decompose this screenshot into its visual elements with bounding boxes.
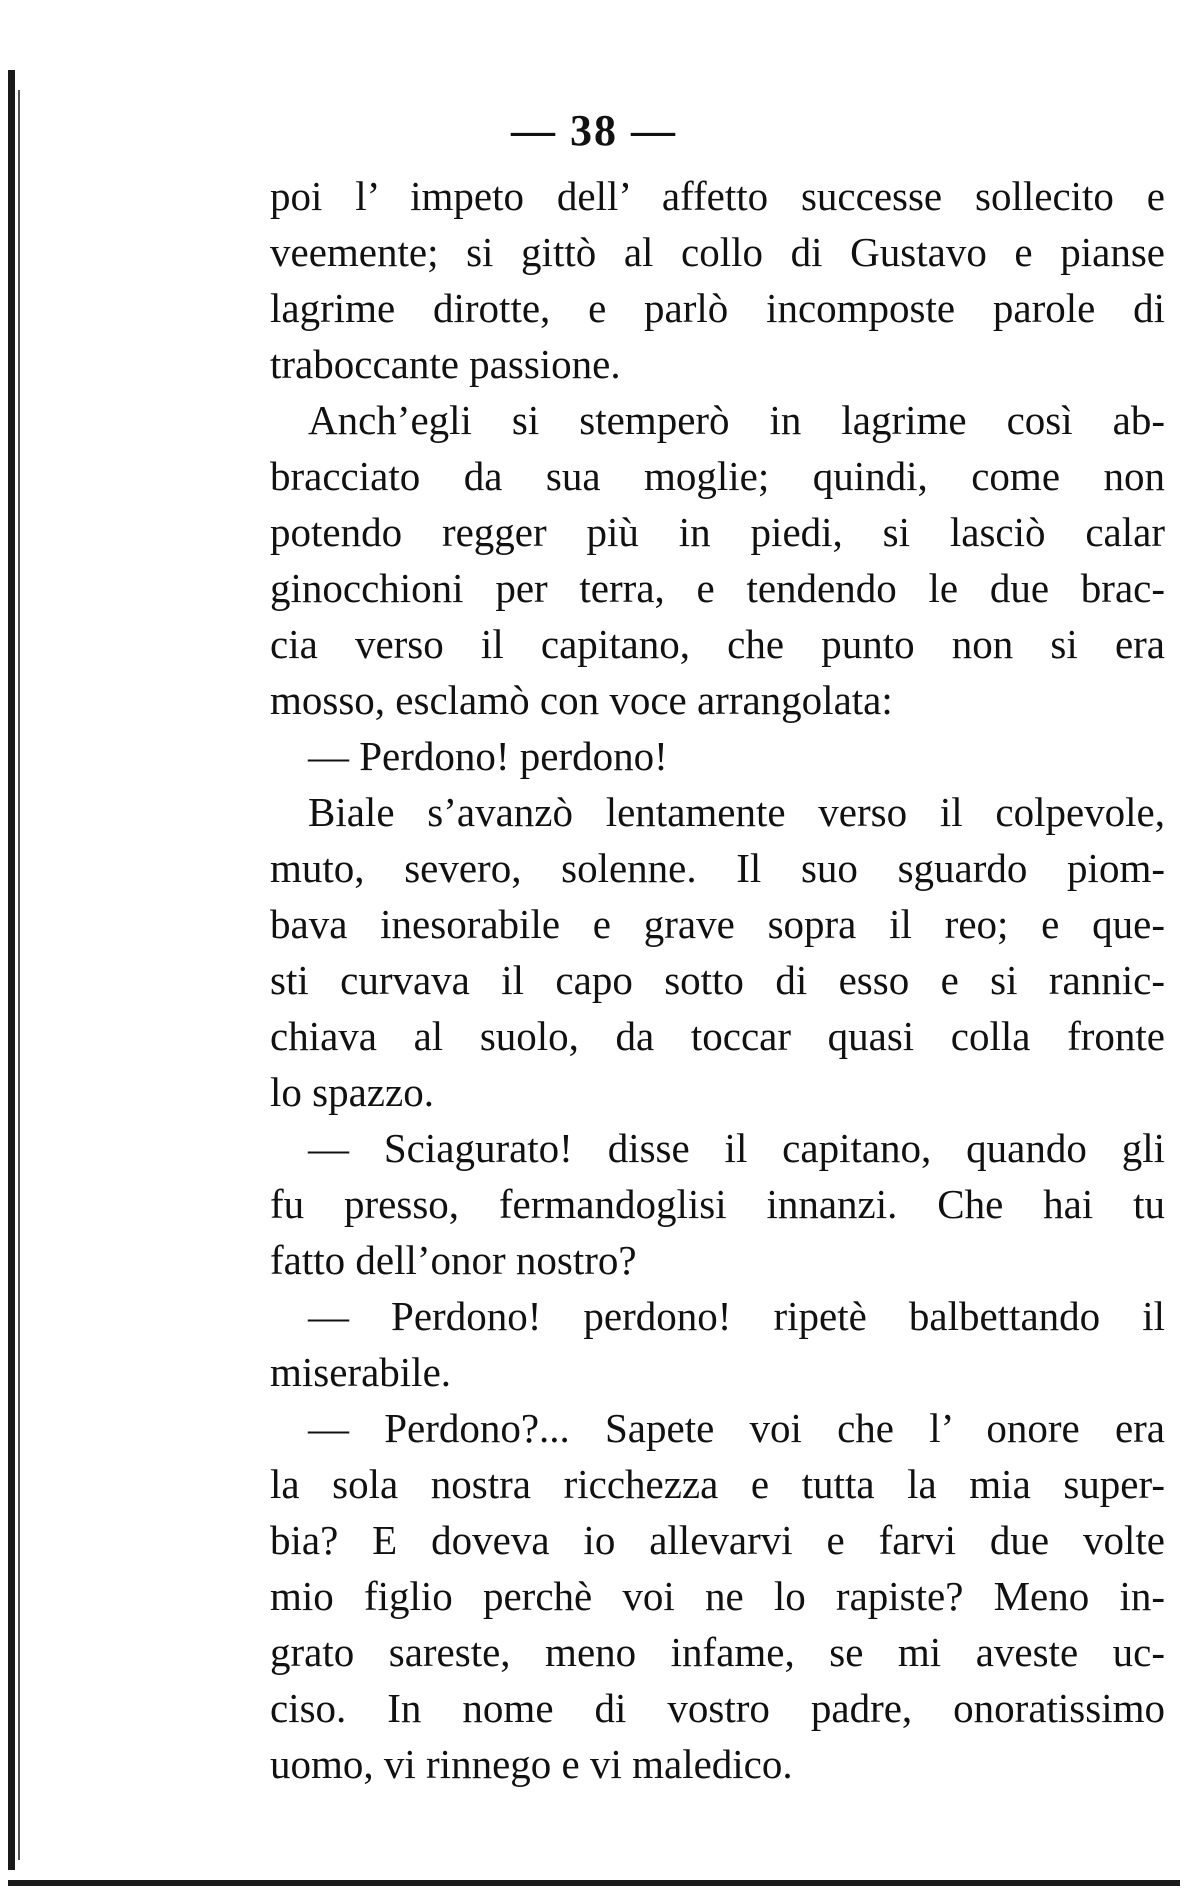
text-line: traboccante passione. (270, 341, 621, 387)
text-line: fu presso, fermandoglisi innanzi. Che hai tu (270, 1181, 1165, 1227)
page-bottom-border (8, 1880, 1180, 1886)
text-line: ginocchioni per terra, e tendendo le due brac- (270, 565, 1165, 611)
text-line: grato sareste, meno infame, se mi aveste uc- (270, 1629, 1165, 1675)
text-line: uomo, vi rinnego e vi maledico. (270, 1741, 793, 1787)
page-number: — 38 — (511, 106, 677, 155)
text-line: mio figlio perchè voi ne lo rapiste? Meno in- (270, 1573, 1165, 1619)
text-line: sti curvava il capo sotto di esso e si rannic- (270, 957, 1165, 1003)
text-line: miserabile. (270, 1349, 452, 1395)
page-left-border (8, 70, 15, 1870)
text-line: la sola nostra ricchezza e tutta la mia super- (270, 1461, 1165, 1507)
text-line: — Sciagurato! disse il capitano, quando gli (308, 1125, 1165, 1171)
text-line: fatto dell’onor nostro? (270, 1237, 637, 1283)
page-gutter-line (18, 90, 20, 1860)
text-line: Anch’egli si stemperò in lagrime così ab- (308, 397, 1165, 443)
text-line: — Perdono! perdono! (308, 733, 668, 779)
text-line: — Perdono! perdono! ripetè balbettando il (308, 1293, 1165, 1339)
text-line: ciso. In nome di vostro padre, onoratissimo (270, 1685, 1165, 1731)
text-line: lagrime dirotte, e parlò incomposte parole di (270, 285, 1165, 331)
text-line: Biale s’avanzò lentamente verso il colpevole, (308, 789, 1165, 835)
text-line: poi l’ impeto dell’ affetto successe sollecito e (270, 173, 1165, 219)
text-line: mosso, esclamò con voce arrangolata: (270, 677, 893, 723)
text-line: bava inesorabile e grave sopra il reo; e que- (270, 901, 1165, 947)
text-line: muto, severo, solenne. Il suo sguardo piom- (270, 845, 1165, 891)
text-line: veemente; si gittò al collo di Gustavo e pianse (270, 229, 1165, 275)
body-text (270, 168, 1165, 1792)
text-line: potendo regger più in piedi, si lasciò calar (270, 509, 1165, 555)
text-line: lo spazzo. (270, 1069, 434, 1115)
text-line: — Perdono?... Sapete voi che l’ onore era (308, 1405, 1165, 1451)
text-line: bia? E doveva io allevarvi e farvi due volte (270, 1517, 1165, 1563)
text-line: bracciato da sua moglie; quindi, come non (270, 453, 1165, 499)
text-line: cia verso il capitano, che punto non si era (270, 621, 1165, 667)
text-line: chiava al suolo, da toccar quasi colla fronte (270, 1013, 1165, 1059)
